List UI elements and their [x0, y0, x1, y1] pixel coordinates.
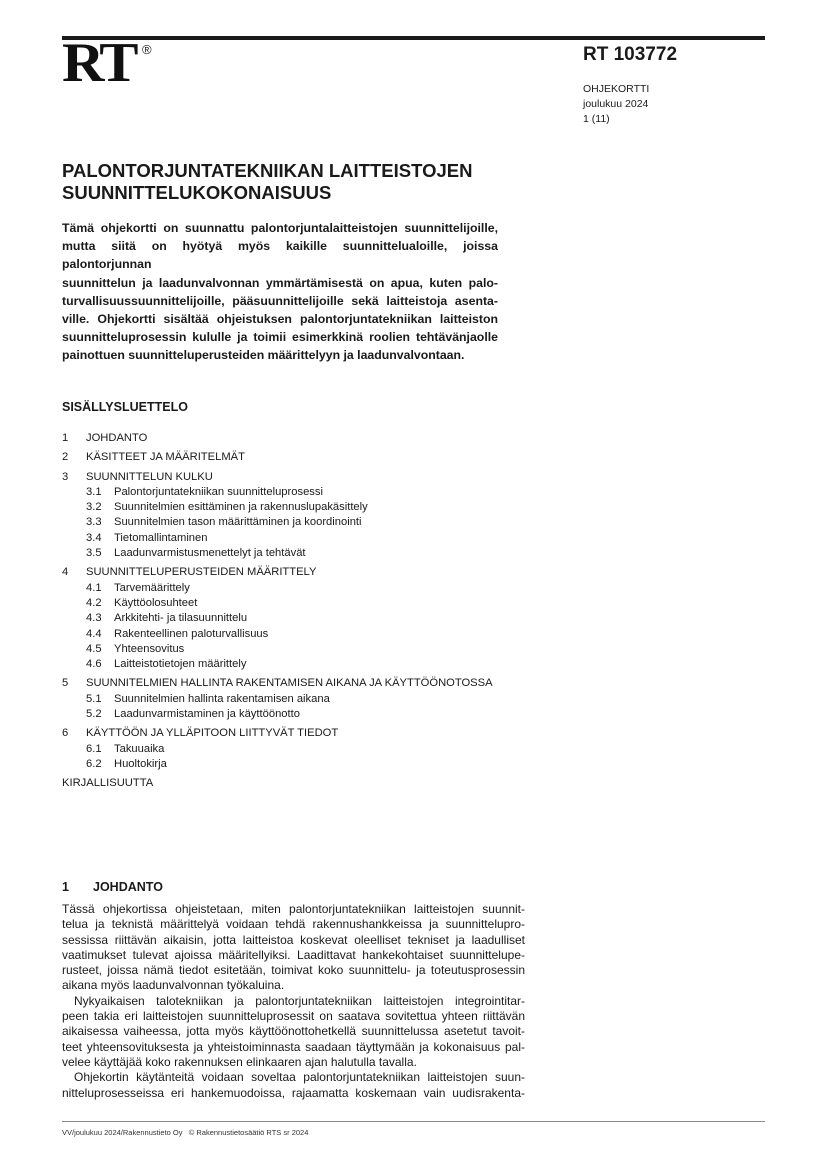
title-line: SUUNNITTELUKOKONAISUUS	[62, 182, 332, 203]
toc-label: Rakenteellinen paloturvallisuus	[114, 627, 269, 640]
body-line: aikaisessa vaiheessa, jotta myös käyttöönottohetkellä suunnittelussa asetetut tavoit-	[62, 1024, 525, 1039]
toc-subsection[interactable]	[62, 485, 493, 500]
toc-subsection[interactable]	[62, 611, 493, 626]
body-line: vaatimukset tulevat ajoissa määritellyiksi. Laadittavat hankekohtaiset suunnittelupe-	[62, 947, 525, 962]
toc-number: 3	[62, 470, 69, 483]
toc-bibliography[interactable]: KIRJALLISUUTTA	[62, 777, 154, 790]
document-date: joulukuu 2024	[583, 98, 649, 110]
toc-subsection[interactable]	[62, 596, 493, 611]
toc-subsection[interactable]	[62, 692, 493, 707]
document-number: RT 103772	[583, 44, 678, 65]
toc-label: JOHDANTO	[86, 432, 148, 444]
toc-number: 4.6	[86, 658, 102, 671]
body-line: Nykyaikaisen talotekniikan ja palontorjuntatekniikan laitteistojen integrointitar-	[74, 993, 525, 1008]
toc-heading: SISÄLLYSLUETTELO	[62, 400, 188, 414]
toc-subsection[interactable]	[62, 757, 493, 772]
page-number: 1 (11)	[583, 113, 610, 125]
toc-number: 3.4	[86, 531, 102, 544]
toc-number: 5.2	[86, 708, 102, 721]
footer	[62, 1128, 308, 1137]
toc-label: Tarvemäärittely	[114, 581, 190, 594]
body-line: Tässä ohjekortissa ohjeistetaan, miten palontorjuntatekniikan laitteistojen suunnit-	[62, 902, 525, 916]
body-line: aikana myös laadunvalvonnan työkaluina.	[62, 978, 285, 993]
toc-number: 4.1	[86, 581, 102, 594]
toc-label: SUUNNITTELUPERUSTEIDEN MÄÄRITTELY	[86, 566, 317, 579]
toc-label: Laadunvarmistaminen ja käyttöönotto	[114, 708, 300, 721]
lead-line: painottuen suunnitteluperusteiden määrittelyyn ja laadunvalvontaan.	[62, 348, 465, 363]
toc-label: Laitteistotietojen määrittely	[114, 658, 247, 671]
toc-label: Yhteensovitus	[114, 642, 185, 655]
toc-chapter[interactable]	[62, 726, 493, 741]
toc-label: Takuuaika	[114, 742, 165, 755]
title-line: PALONTORJUNTATEKNIIKAN LAITTEISTOJEN	[62, 160, 473, 181]
toc-number: 4.4	[86, 627, 102, 640]
body-line: Ohjekortin käytänteitä voidaan soveltaa palontorjuntatekniikan laitteistojen suun-	[74, 1070, 525, 1085]
toc-number: 3.1	[86, 485, 102, 498]
toc-subsection[interactable]	[62, 531, 493, 546]
document-meta	[583, 82, 649, 127]
toc-chapter[interactable]	[62, 450, 493, 465]
toc-subsection[interactable]	[62, 500, 493, 515]
toc-label: Käyttöolosuhteet	[114, 596, 198, 609]
body-line: peen takia eri laitteistojen suunnitteluprosessit on saatava sovitettua yhteen riittävän	[62, 1009, 525, 1024]
footer-rule	[62, 1121, 765, 1122]
header-rule	[62, 36, 765, 40]
table-of-contents	[62, 427, 493, 792]
toc-label: Tietomallintaminen	[114, 531, 208, 544]
lead-paragraph	[62, 219, 498, 365]
toc-label: SUUNNITTELUN KULKU	[86, 470, 213, 483]
body-line: teet yhteensovituksesta ja yhteistoiminnasta saadaan täyttymään ja kokonaisuus pal-	[62, 1039, 525, 1054]
toc-number: 3.2	[86, 501, 102, 514]
toc-label: Suunnitelmien esittäminen ja rakennuslupakäsittely	[114, 501, 368, 514]
toc-label: SUUNNITELMIEN HALLINTA RAKENTAMISEN AIKANA JA KÄYTTÖÖNOTOSSA	[86, 677, 493, 690]
page-title	[62, 160, 472, 204]
toc-label: KÄSITTEET JA MÄÄRITELMÄT	[86, 451, 245, 464]
section-heading	[62, 880, 163, 894]
toc-label: Suunnitelmien hallinta rakentamisen aikana	[114, 692, 330, 705]
toc-label: Laadunvarmistusmenettelyt ja tehtävät	[114, 547, 306, 560]
toc-subsection[interactable]	[62, 627, 493, 642]
toc-number: 4.2	[86, 596, 102, 609]
toc-subsection[interactable]	[62, 707, 493, 722]
toc-number: 6.1	[86, 742, 102, 755]
registered-mark: ®	[142, 42, 152, 57]
lead-line: turvallisuussuunnittelijoille, pääsuunnittelijoille sekä laitteistoja asenta-	[62, 293, 498, 308]
toc-subsection[interactable]	[62, 742, 493, 757]
document-type: OHJEKORTTI	[583, 83, 650, 95]
toc-number: 1	[62, 432, 69, 444]
toc-chapter[interactable]	[62, 470, 493, 485]
body-line: nitteluprosesseissa eri hankemuodoissa, rajaamatta koskemaan vain uudisrakenta-	[62, 1085, 525, 1100]
body-line: sessissa riittävän aikaisin, jotta laitteistoa koskevat oleelliset tekniset ja laadulliset	[62, 932, 525, 947]
toc-subsection[interactable]	[62, 515, 493, 530]
lead-line: Tämä ohjekortti on suunnattu palontorjuntalaitteistojen suunnittelijoille,	[62, 221, 498, 235]
rt-logo: RT	[62, 32, 136, 94]
lead-line: mutta siitä on hyötyä myös kaikille suunnittelualoille, joissa palontorjunnan	[62, 239, 498, 272]
body-line: telua ja teknistä määrittelyä voidaan tehdä rakennushankkeissa ja suunnittelupro-	[62, 917, 525, 932]
toc-number: 5.1	[86, 692, 102, 705]
toc-label: Arkkitehti- ja tilasuunnittelu	[114, 612, 248, 625]
lead-line: suunnitteluprosessin kululle ja toimii esimerkkinä roolien tehtävänjaolle	[62, 330, 498, 345]
section-number: 1	[62, 880, 69, 894]
toc-label: Huoltokirja	[114, 757, 167, 770]
toc-number: 5	[62, 677, 69, 690]
toc-number: 3.3	[86, 516, 102, 529]
toc-subsection[interactable]	[62, 657, 493, 672]
footer-copyright: © Rakennustietosäätiö RTS sr 2024	[188, 1128, 309, 1137]
toc-subsection[interactable]	[62, 642, 493, 657]
toc-number: 4.3	[86, 612, 102, 625]
toc-label: KÄYTTÖÖN JA YLLÄPITOON LIITTYVÄT TIEDOT	[86, 727, 339, 740]
toc-number: 4.5	[86, 642, 102, 655]
toc-chapter[interactable]	[62, 431, 493, 446]
toc-chapter[interactable]	[62, 565, 493, 580]
section-title: JOHDANTO	[93, 880, 163, 894]
body-line: rusteet, joissa nämä tiedot esitetään, toimivat koko suunnittelu- ja toteutusprosessin	[62, 963, 525, 978]
toc-number: 3.5	[86, 547, 102, 560]
section-body	[62, 902, 525, 1101]
toc-subsection[interactable]	[62, 581, 493, 596]
toc-number: 2	[62, 451, 69, 464]
toc-number: 4	[62, 566, 69, 579]
toc-label: Palontorjuntatekniikan suunnitteluprosessi	[114, 485, 323, 498]
toc-number: 6.2	[86, 757, 102, 770]
footer-left: VV/joulukuu 2024/Rakennustieto Oy	[62, 1128, 183, 1137]
toc-subsection[interactable]	[62, 546, 493, 561]
toc-label: Suunnitelmien tason määrittäminen ja koordinointi	[114, 516, 362, 529]
lead-line: ville. Ohjekortti sisältää ohjeistuksen palontorjuntatekniikan laitteiston	[62, 312, 498, 327]
toc-chapter[interactable]	[62, 676, 493, 691]
body-line: velee käyttäjää koko rakennuksen elinkaaren ajan halutulla tavalla.	[62, 1054, 417, 1069]
lead-line: suunnittelun ja laadunvalvonnan ymmärtämisestä on apua, kuten palo-	[62, 275, 498, 290]
toc-number: 6	[62, 727, 69, 740]
